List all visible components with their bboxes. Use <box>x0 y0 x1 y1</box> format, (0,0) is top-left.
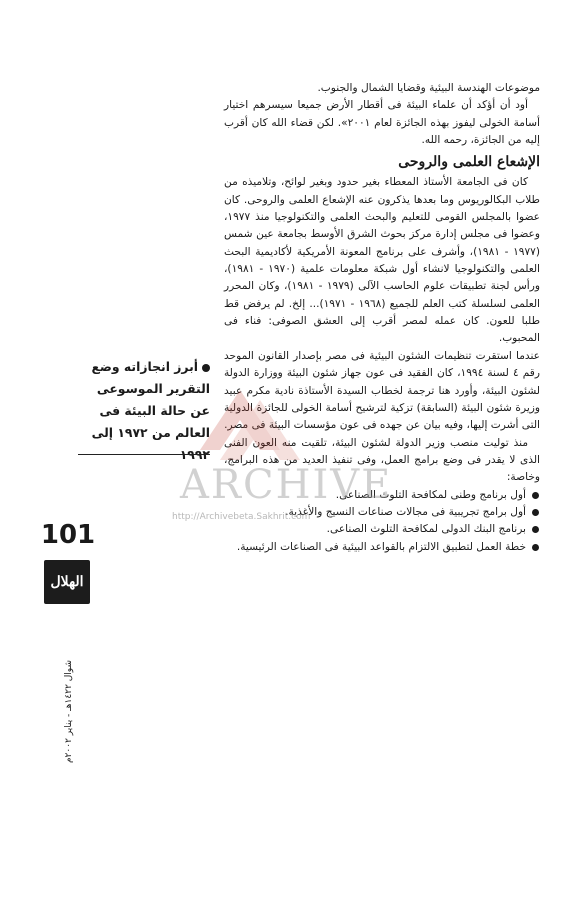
article-paragraph-5: منذ توليت منصب وزير الدولة لشئون البيئة، تلقيت منه العون الفنى الذى لا يقدر فى وضع برامج العمل، وفى تنفيذ العديد من هذه البرامج، وخاصة: <box>224 436 540 484</box>
watermark-url: http://Archivebeta.Sakhrit.com <box>172 512 311 522</box>
side-caption <box>78 356 210 466</box>
article-paragraph-1: موضوعات الهندسة البيئية وقضايا الشمال والجنوب. <box>317 82 540 94</box>
caption-divider <box>78 454 210 455</box>
list-item: أول برنامج وطنى لمكافحة التلوث الصناعى. <box>224 487 540 504</box>
list-item: أول برامج تجريبية فى مجالات صناعات النسيج والأغذية. <box>224 504 540 521</box>
article-paragraph-4: عندما استقرت تنظيمات الشئون البيئية فى مصر بإصدار القانون الموحد رقم ٤ لسنة ١٩٩٤، كان الفقيد فى عون جهاز شئون البيئة ووزارة الدولة لشئون البيئة، وأورد هنا ترجمة لخطاب السيدة الأستاذة نادية مكرم عبيد وزيرة شئون البيئة (السابقة) تزكية لترشيح أسامة الخولى للجائزة الدولية التى أشرت إليها، وفيه بيان عن جهده فى عون مؤسسات البيئة فى مصر. <box>224 349 540 432</box>
caption-bullet-icon <box>202 364 210 372</box>
side-caption-text: أبرز انجازاته وضع التقرير الموسوعى عن حالة البيئة فى العالم من ١٩٧٢ إلى ١٩٩٢ <box>91 359 210 462</box>
article-paragraph-3: كان فى الجامعة الأستاذ المعطاء بغير حدود وبغير لوائح، وتلاميذه من طلاب البكالوريوس وما بعدها يذكرون عنه الإشعاع العلمى والروحى. كان عضوا بالمجلس القومى للتعليم والبحث العلمى والتكنولوجيا منذ ١٩٧٧، وعضوا فى مجلس إدارة مركز بحوث الشرق الأوسط بجامعة عين شمس (١٩٧٧ - ١٩٨١)، وأشرف على برنامج المعونة الأمريكية لأكاديمية البحث العلمى والتكنولوجيا لانشاء أول شبكة معلومات علمية (١٩٧٠ - ١٩٨١)، ورأس لجنة تطبيقات علوم الحاسب الآلى (١٩٧٩ - ١٩٨١)، وكان المحرر العلمى لسلسلة كتب العلم للجميع (١٩٦٨ - ١٩٧١)... إلخ. لم يرفض قط طلبا للعون. كان عمله لمصر أقرب إلى العشق الصوفى: فناء فى المحبوب. <box>224 176 541 345</box>
magazine-logo-text: الهلال <box>50 574 84 590</box>
article-paragraph-2: أود أن أؤكد أن علماء البيئة فى أقطار الأرض جميعا سيسرهم اختيار أسامة الخولى ليفوز بهذه الجائزة لعام ٢٠٠١». لكن قضاء الله كان أقرب إليه من الجائزة، رحمه الله. <box>224 99 540 147</box>
magazine-logo <box>44 560 90 604</box>
page-number: 101 <box>40 520 96 550</box>
bullet-icon <box>532 544 539 551</box>
section-heading: الإشعاع العلمى والروحى <box>398 154 540 171</box>
list-item: خطة العمل لتطبيق الالتزام بالقواعد البيئية فى الصناعات الرئيسية. <box>224 539 540 556</box>
bullet-icon <box>532 526 539 533</box>
bullet-icon <box>532 492 539 499</box>
list-item: برنامج البنك الدولى لمكافحة التلوث الصناعى. <box>224 521 540 538</box>
bullet-icon <box>532 509 539 516</box>
issue-date: شوال ١٤٢٢هـ - يناير ٢٠٠٢م <box>64 660 74 764</box>
watermark-text: ARCHIVE <box>180 462 393 508</box>
